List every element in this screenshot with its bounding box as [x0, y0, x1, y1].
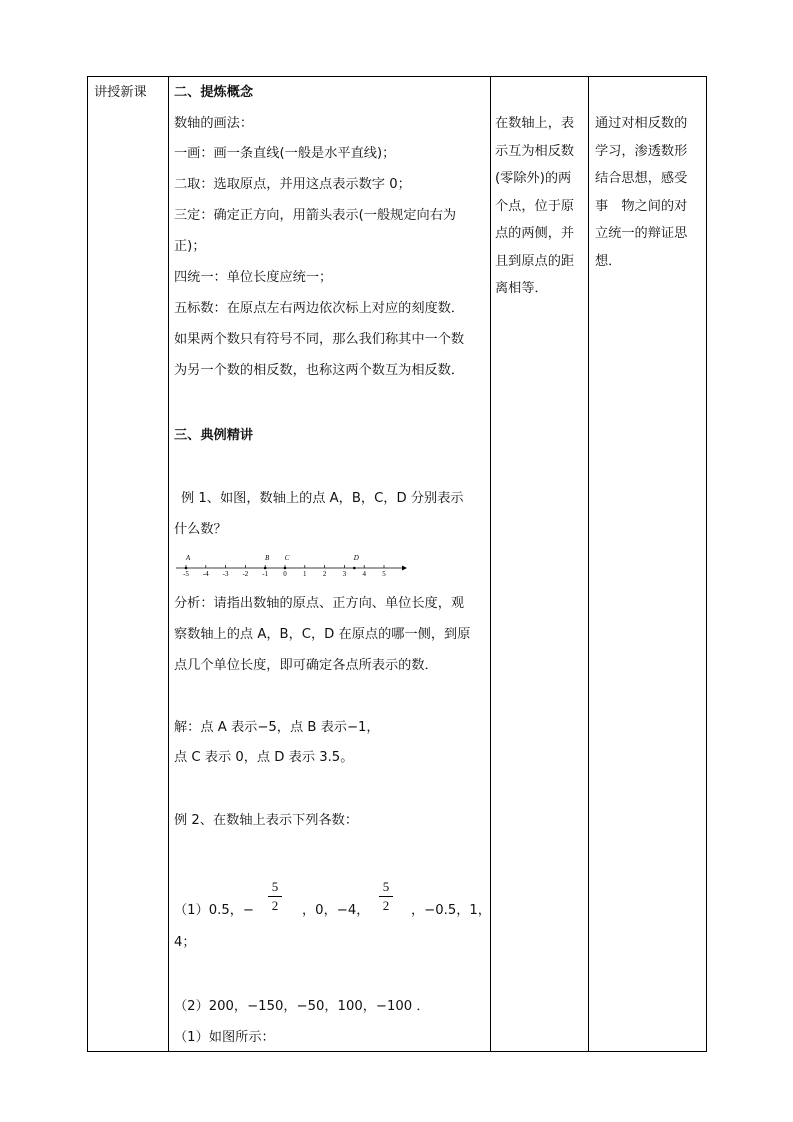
design-intent-text [595, 110, 703, 275]
fraction-denominator: 2 [271, 898, 279, 913]
definition-line1: 如果两个数只有符号不同，那么我们称其中一个数 [174, 332, 465, 347]
point-dot [264, 567, 267, 570]
col4-line: 立统一的辩证思 [595, 226, 688, 241]
col4-line: 结合思想，感受 [595, 171, 688, 186]
step4: 四统一：单位长度应统一； [174, 270, 333, 285]
tick-label: 0 [283, 570, 287, 578]
tick-label: 3 [342, 570, 347, 578]
col3-line: 离相等． [495, 281, 548, 296]
tick-label: -1 [262, 570, 269, 578]
analysis-line2: 察数轴上的点 A，B，C，D 在原点的哪一侧，到原 [174, 627, 471, 642]
point-dot [353, 567, 356, 570]
number-line-figure [88, 475, 418, 579]
fraction-numerator: 5 [382, 879, 390, 894]
col3-line: (零除外)的两 [495, 171, 572, 186]
question1-part-c: ，−0.5，1， [411, 903, 491, 918]
solution-line1: 解：点 A 表示−5，点 B 表示−1， [174, 720, 380, 735]
tick-label: -2 [242, 570, 249, 578]
fraction-numerator: 5 [271, 879, 279, 894]
tick-label: 5 [382, 570, 386, 578]
question1-part-d: 4； [174, 935, 196, 950]
question1-part-a: （1）0.5，− [174, 903, 254, 918]
point-dot [185, 567, 188, 570]
col3-line: 个点，位于原 [495, 198, 575, 214]
step5: 五标数：在原点左右两边依次标上对应的刻度数． [174, 301, 465, 316]
tick-label: -3 [222, 570, 229, 578]
tick-label: 2 [322, 570, 327, 578]
col3-line: 在数轴上，表 [495, 116, 575, 131]
analysis-line3: 点几个单位长度，即可确定各点所表示的数． [174, 658, 438, 673]
definition-line2: 为另一个数的相反数，也称这两个数互为相反数． [174, 363, 465, 378]
stage-label: 讲授新课 [94, 85, 147, 100]
fraction-five-halves-2 [379, 880, 393, 913]
point-label: D [353, 554, 359, 562]
col4-line: 学习，渗透数形 [595, 143, 688, 159]
fraction-denominator: 2 [382, 898, 390, 913]
answer1-intro: （1）如图所示： [174, 1030, 275, 1045]
analysis-line1: 分析：请指出数轴的原点、正方向、单位长度，观 [174, 596, 465, 611]
point-label: C [284, 554, 290, 562]
point-dot [284, 567, 287, 570]
tick-label: -4 [202, 570, 209, 578]
col4-line: 想． [595, 253, 622, 269]
col3-line: 且到原点的距 [495, 253, 575, 269]
axis-arrow-icon [402, 566, 407, 571]
section3-title: 三、典例精讲 [174, 428, 254, 443]
tick-label: -5 [183, 570, 189, 578]
solution-line2: 点 C 表示 0，点 D 表示 3.5。 [174, 750, 354, 765]
point-label: A [185, 554, 191, 562]
question2: （2）200，−150，−50，100，−100 ． [174, 999, 430, 1014]
step1: 一画：画一条直线(一般是水平直线)； [174, 146, 396, 161]
question1-part-b: ，0，−4， [302, 903, 370, 918]
col4-line: 事 物之间的对 [595, 198, 688, 214]
point-label: B [265, 554, 270, 562]
student-activity-text [495, 110, 583, 303]
section2-title: 二、提炼概念 [174, 85, 254, 100]
step3-line2: 正)； [174, 239, 206, 254]
example2-title: 例 2、在数轴上表示下列各数： [174, 813, 359, 828]
step2: 二取：选取原点，并用这点表示数字 0； [174, 177, 411, 192]
example1-line2: 什么数？ [174, 522, 227, 537]
fraction-five-halves-1 [268, 880, 282, 913]
col3-line: 示互为相反数 [495, 143, 575, 159]
col4-line: 通过对相反数的 [595, 116, 688, 131]
example1-line1: 例 1、如图，数轴上的点 A，B，C，D 分别表示 [181, 491, 464, 506]
step3-line1: 三定：确定正方向，用箭头表示(一般规定向右为 [174, 208, 457, 223]
tick-label: 1 [303, 570, 307, 578]
tick-label: 4 [362, 570, 366, 578]
col3-line: 点的两侧，并 [495, 226, 575, 241]
axis-method-heading: 数轴的画法： [174, 116, 254, 131]
